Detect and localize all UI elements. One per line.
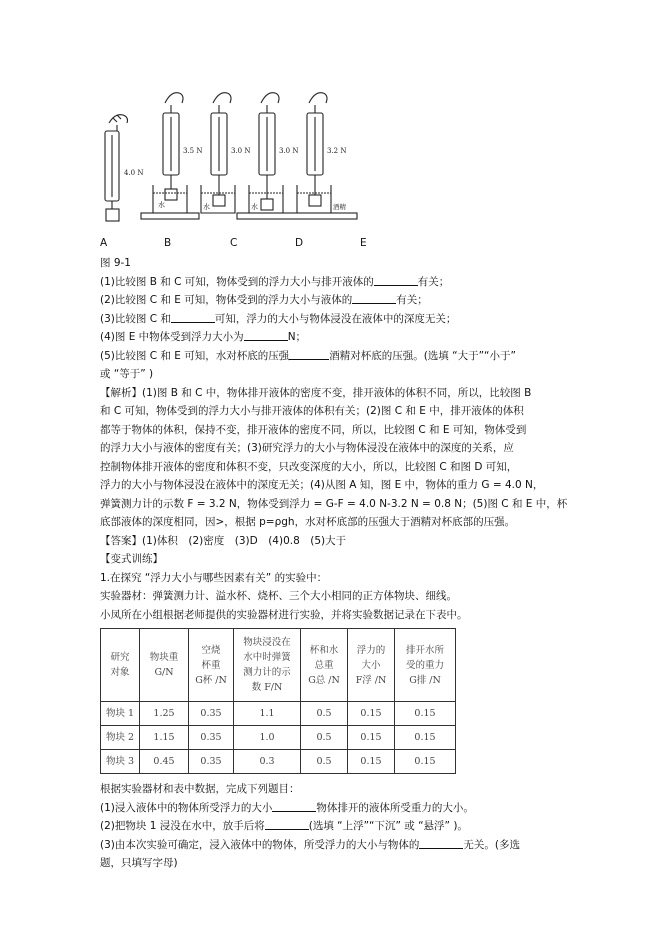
q2-post: 有关； <box>396 294 428 306</box>
table-header-row <box>101 629 456 702</box>
header-cell: 物块浸没在 水中时弹簧 测力计的示 数 F/N <box>234 629 301 702</box>
question-1 <box>100 273 570 292</box>
figure-labels <box>100 237 400 251</box>
sub-question-3 <box>100 836 570 855</box>
liquid-c: 水 <box>203 203 210 211</box>
reading-a: 4.0 N <box>124 169 144 177</box>
q5-post: 酒精对杯底的压强。(选填 “大于”“小于” <box>329 349 516 362</box>
table-row <box>101 750 456 774</box>
cell: 1.1 <box>234 702 301 726</box>
question-5-cont: 或 “等于” ) <box>100 368 154 380</box>
header-cell: 研究 对象 <box>101 629 140 702</box>
sq2-pre: (2)把物块 1 浸没在水中，放手后将 <box>100 820 265 832</box>
cell: 0.5 <box>301 750 348 774</box>
after-table-text: 根据实验器材和表中数据，完成下列题目： <box>100 783 300 795</box>
sq1-pre: (1)浸入液体中的物体所受浮力的大小 <box>100 801 273 814</box>
header-cell: 空烧 杯重 G杯 /N <box>189 629 234 702</box>
variant-intro: 实验器材：弹簧测力计、溢水杯、烧杯、三个大小相同的正方体物块、细线。 <box>100 590 457 602</box>
document-body <box>100 254 570 873</box>
label-e: E <box>360 237 367 249</box>
cell: 物块 3 <box>101 750 140 774</box>
cell: 物块 1 <box>101 702 140 726</box>
cell: 0.35 <box>189 702 234 726</box>
label-a: A <box>100 237 108 249</box>
cell: 0.15 <box>395 726 456 750</box>
question-2 <box>100 291 570 310</box>
sq2-post: (选填 “上浮”“下沉” 或 “悬浮” )。 <box>308 820 468 832</box>
answer-line: 【答案】(1)体积 (2)密度 (3)D (4)0.8 (5)大于 <box>100 534 347 547</box>
variant-intro: 小凤所在小组根据老师提供的实验器材进行实验，并将实验数据记录在下表中。 <box>100 608 468 621</box>
question-5 <box>100 347 570 366</box>
q3-post: 可知，浮力的大小与物体浸没在液体中的深度无关； <box>214 312 457 325</box>
q2-pre: (2)比较图 C 和 E 可知，物体受到的浮力大小与液体的 <box>100 294 353 306</box>
liquid-b: 水 <box>158 201 165 209</box>
q5-pre: (5)比较图 C 和 E 可知，水对杯底的压强 <box>100 349 290 362</box>
question-4 <box>100 328 570 347</box>
analysis-line: 弹簧测力计的示数 F = 3.2 N，物体受到浮力 = G-F = 4.0 N-3.2 N = 0.8 N；(5)图 C 和 E 中，杯 <box>100 497 568 510</box>
sub-question-2 <box>100 817 570 836</box>
cell: 1.15 <box>140 726 189 750</box>
sq3-pre: (3)由本次实验可确定，浸入液体中的物体，所受浮力的大小与物体的 <box>100 838 420 851</box>
sub-question-3-cont: 题，只填写字母) <box>100 857 178 869</box>
cell: 0.15 <box>395 702 456 726</box>
answer-blank[interactable] <box>374 273 418 286</box>
cell: 0.15 <box>348 726 395 750</box>
table-row <box>101 726 456 750</box>
analysis-line: 控制物体排开液体的密度和体积不变，只改变深度的大小，所以，比较图 C 和图 D 可知， <box>100 460 518 473</box>
sub-question-1 <box>100 799 570 818</box>
header-cell: 排开水所 受的重力 G排 /N <box>395 629 456 702</box>
label-c: C <box>230 237 238 249</box>
cell: 0.15 <box>348 702 395 726</box>
answer-blank[interactable] <box>171 310 215 323</box>
header-cell: 杯和水 总重 G总 /N <box>301 629 348 702</box>
cell: 0.5 <box>301 726 348 750</box>
cell: 0.15 <box>395 750 456 774</box>
cell: 0.3 <box>234 750 301 774</box>
figure-caption: 图 9-1 <box>100 257 131 269</box>
answer-blank[interactable] <box>272 799 316 812</box>
reading-b: 3.5 N <box>183 147 203 155</box>
q1-pre: (1)比较图 B 和 C 可知，物体受到的浮力大小与排开液体的 <box>100 275 374 288</box>
q4-post: N； <box>287 331 307 343</box>
analysis-line: 浮力的大小与物体浸没在液体中的深度无关；(4)从图 A 知，图 E 中，物体的重力 G = 4.0 N， <box>100 479 544 491</box>
sq3-post: 无关。(多选 <box>463 838 520 851</box>
q1-post: 有关； <box>417 275 450 288</box>
answer-blank[interactable] <box>419 836 463 849</box>
spring-scale-figure <box>95 85 395 255</box>
analysis-line: 的浮力大小与液体的密度有关；(3)研究浮力的大小与物体浸没在液体中的深度的关系，应 <box>100 442 514 454</box>
analysis-line: 底部液体的深度相同，因>，根据 p=ρgh，水对杯底部的压强大于酒精对杯底部的压强。 <box>100 516 516 528</box>
cell: 0.35 <box>189 726 234 750</box>
q4-pre: (4)图 E 中物体受到浮力大小为 <box>100 331 244 343</box>
cell: 1.25 <box>140 702 189 726</box>
reading-c: 3.0 N <box>231 147 251 155</box>
cell: 0.5 <box>301 702 348 726</box>
cell: 0.35 <box>189 750 234 774</box>
header-cell: 物块重 G/N <box>140 629 189 702</box>
sq1-post: 物体排开的液体所受重力的大小。 <box>316 801 474 814</box>
analysis-line: 【解析】(1)图 B 和 C 中，物体排开液体的密度不变，排开液体的体积不同，所以，比较图 B <box>100 386 532 399</box>
cell: 0.15 <box>348 750 395 774</box>
variant-heading: 【变式训练】 <box>100 553 163 565</box>
liquid-d: 水 <box>251 203 258 211</box>
reading-e: 3.2 N <box>327 147 347 155</box>
cell: 物块 2 <box>101 726 140 750</box>
answer-blank[interactable] <box>289 347 329 360</box>
reading-d: 3.0 N <box>279 147 299 155</box>
label-d: D <box>295 237 304 249</box>
table-row <box>101 702 456 726</box>
answer-blank[interactable] <box>265 817 309 830</box>
data-table <box>100 628 456 774</box>
cell: 1.0 <box>234 726 301 750</box>
liquid-e: 酒精 <box>333 203 346 211</box>
q3-pre: (3)比较图 C 和 <box>100 312 171 325</box>
cell: 0.45 <box>140 750 189 774</box>
question-3 <box>100 310 570 329</box>
analysis-line: 和 C 可知，物体受到的浮力大小与排开液体的体积有关；(2)图 C 和 E 中，排开液体的体积 <box>100 405 524 417</box>
header-cell: 浮力的 大小 F浮 /N <box>348 629 395 702</box>
answer-blank[interactable] <box>352 291 396 304</box>
analysis-line: 都等于物体的体积，保持不变，排开液体的密度不同，所以，比较图 C 和 E 可知，物体受到 <box>100 423 527 436</box>
variant-intro: 1.在探究 “浮力大小与哪些因素有关” 的实验中： <box>100 571 328 584</box>
answer-blank[interactable] <box>244 328 288 341</box>
label-b: B <box>164 237 172 249</box>
